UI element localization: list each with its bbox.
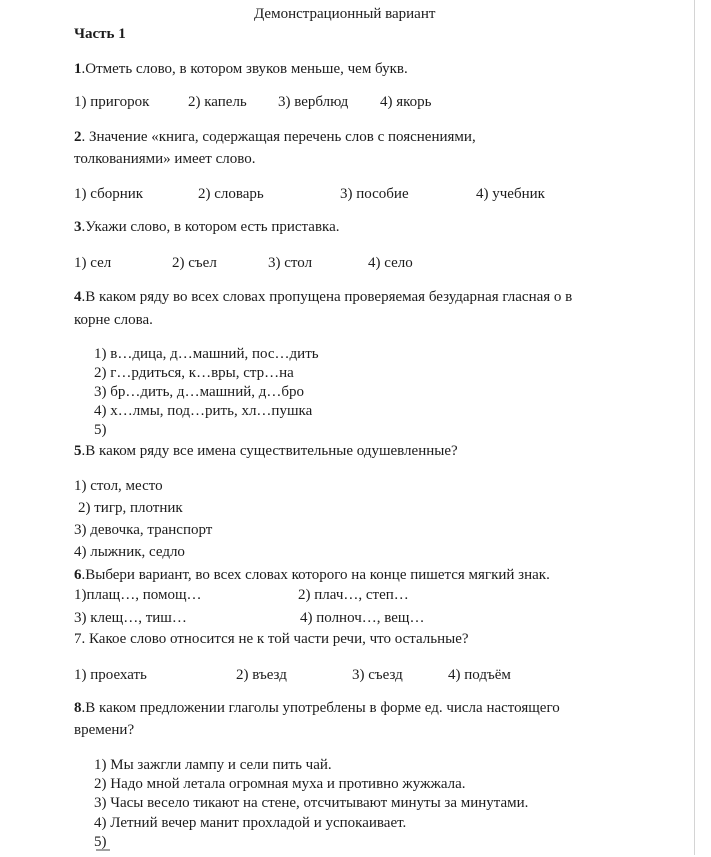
question-8-line-2: времени?	[74, 722, 135, 738]
q4-option-1: 1) в…дица, д…машний, пос…дить	[94, 346, 319, 362]
question-text: В каком ряду все имена существительные одушевленные?	[85, 443, 458, 459]
q8-option-3: 3) Часы весело тикают на стене, отсчитывают минуты за минутами.	[94, 795, 529, 811]
question-2-line-2: толкованиями» имеет слово.	[74, 151, 256, 167]
question-4-line-2: корне слова.	[74, 312, 153, 328]
q1-option-2: 2) капель	[188, 94, 247, 110]
q4-option-5: 5)	[94, 422, 107, 438]
question-3: 3.Укажи слово, в котором есть приставка.	[74, 219, 340, 235]
question-text: Выбери вариант, во всех словах которого на конце пишется мягкий знак.	[85, 567, 550, 583]
question-1: 1.Отметь слово, в котором звуков меньше, чем букв.	[74, 61, 408, 77]
q4-option-3: 3) бр…дить, д…машний, д…бро	[94, 384, 305, 400]
question-8: 8.В каком предложении глаголы употреблены в форме ед. числа настоящего	[74, 700, 560, 716]
q2-option-1: 1) сборник	[74, 186, 144, 202]
cropped-top-line	[262, 0, 458, 2]
q2-option-2: 2) словарь	[198, 186, 264, 202]
q4-option-4: 4) х…лмы, под…рить, хл…пушка	[94, 403, 313, 419]
q5-option-2: 2) тигр, плотник	[78, 500, 183, 516]
question-number: 1	[74, 61, 82, 77]
question-number: 4	[74, 289, 82, 305]
question-2	[74, 128, 476, 146]
question-number: 8	[74, 700, 82, 716]
q8-option-4: 4) Летний вечер манит прохладой и успокаивает.	[94, 815, 407, 831]
question-4: 4.В каком ряду во всех словах пропущена проверяемая безударная гласная о в	[74, 289, 573, 305]
q5-option-1: 1) стол, место	[74, 478, 163, 494]
question-5: 5.В каком ряду все имена существительные одушевленные?	[74, 443, 458, 459]
question-number: 3	[74, 219, 82, 235]
q7-option-3: 3) съезд	[352, 667, 403, 683]
q8-option-5: 5)	[94, 834, 107, 850]
q8-option-1: 1) Мы зажгли лампу и сели пить чай.	[94, 757, 332, 773]
question-text: В каком ряду во всех словах пропущена проверяемая безударная гласная о в	[85, 289, 573, 305]
q4-option-2: 2) г…рдиться, к…вры, стр…на	[94, 365, 294, 381]
question-text: Отметь слово, в котором звуков меньше, чем букв.	[85, 61, 408, 77]
question-text: В каком предложении глаголы употреблены в форме ед. числа настоящего	[85, 700, 560, 716]
question-text: Укажи слово, в котором есть приставка.	[85, 219, 340, 235]
question-7: 7. Какое слово относится не к той части речи, что остальные?	[74, 631, 469, 647]
q6-option-3: 3) клещ…, тиш…	[74, 610, 187, 626]
q7-option-2: 2) въезд	[236, 667, 287, 683]
q2-option-4: 4) учебник	[476, 186, 545, 202]
q8-option-2: 2) Надо мной летала огромная муха и противно жужжала.	[94, 776, 466, 792]
q3-option-2: 2) съел	[172, 255, 217, 271]
q3-option-1: 1) сел	[74, 255, 112, 271]
q2-option-3: 3) пособие	[340, 186, 409, 202]
q3-option-3: 3) стол	[268, 255, 313, 271]
q6-option-2: 2) плач…, степ…	[298, 587, 409, 603]
q6-option-4: 4) полноч…, вещ…	[300, 610, 425, 626]
cropped-bottom-mark	[96, 849, 110, 857]
q7-option-4: 4) подъём	[448, 667, 511, 683]
question-number: 6	[74, 567, 82, 583]
q5-option-4: 4) лыжник, седло	[74, 544, 185, 560]
q5-option-3: 3) девочка, транспорт	[74, 522, 213, 538]
q3-option-4: 4) село	[368, 255, 413, 271]
q1-option-4: 4) якорь	[380, 94, 432, 110]
doc-header: Демонстрационный вариант	[254, 6, 436, 22]
question-text: . Значение «книга, содержащая перечень слов с пояснениями,	[81, 129, 476, 145]
q7-option-1: 1) проехать	[74, 667, 147, 683]
question-6: 6.Выбери вариант, во всех словах которого на конце пишется мягкий знак.	[74, 567, 550, 583]
q6-option-1: 1)плащ…, помощ…	[74, 587, 202, 603]
part-title: Часть 1	[74, 26, 126, 42]
question-number: 2	[74, 129, 82, 145]
q1-option-1: 1) пригорок	[74, 94, 150, 110]
page-edge-line	[694, 0, 695, 855]
q1-option-3: 3) верблюд	[278, 94, 349, 110]
question-number: 5	[74, 443, 82, 459]
